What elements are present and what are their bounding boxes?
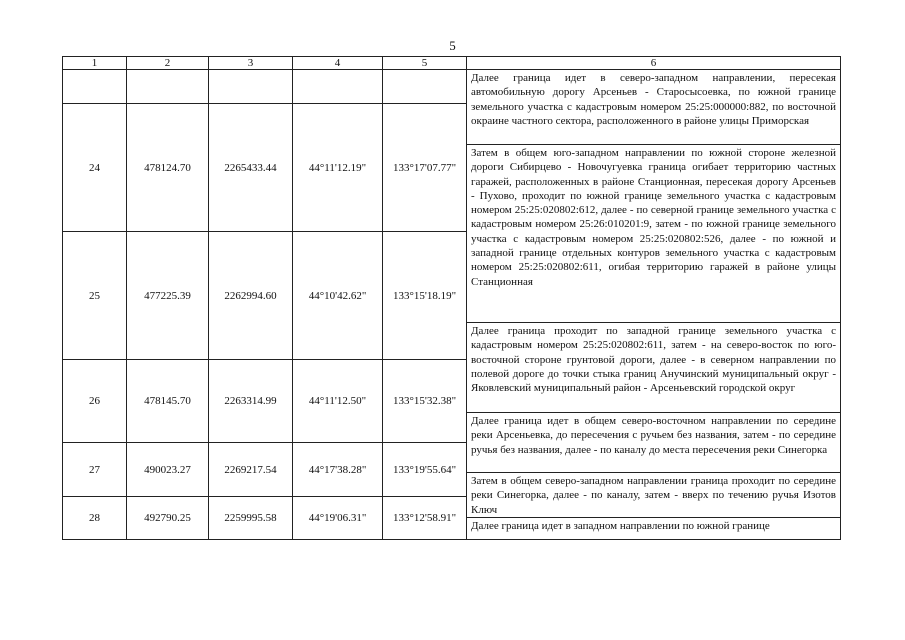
table-row: [63, 70, 841, 104]
header-col-5: 5: [383, 57, 467, 70]
longitude: 133°15'32.38": [383, 360, 467, 443]
boundary-description: Далее граница идет в северо-западном направлении, пересекая автомобильную дорогу Арсеньев - Старосысоевка, по южной границе земельного участка с кадастровым номером 25:25:000000:882, по восточной окраине частного сектора, расположенного в районе улицы Приморская: [467, 70, 840, 145]
longitude: [383, 70, 467, 104]
point-number: [63, 70, 127, 104]
point-number: 26: [63, 360, 127, 443]
longitude: 133°19'55.64": [383, 443, 467, 497]
x-coordinate: 477225.39: [127, 232, 209, 360]
latitude: [293, 70, 383, 104]
boundary-description: Затем в общем северо-западном направлении граница проходит по середине реки Синегорка, далее - по каналу, затем - вверх по течению ручья Изотов Ключ: [467, 473, 840, 518]
x-coordinate: 478145.70: [127, 360, 209, 443]
header-col-6: 6: [467, 57, 841, 70]
boundary-description: Далее граница проходит по западной границе земельного участка с кадастровым номером 25:25:020802:611, затем - на северо-восток по юго-восточной стороне грунтовой дороги, далее - в северном направлении по полевой дороге до точки стыка границ Анучинский муниципальный округ - Яковлевский муниципальный район - Арсеньевский городской округ: [467, 323, 840, 413]
boundary-description: Затем в общем юго-западном направлении по южной стороне железной дороги Сибирцево - Новочугуевка граница огибает территорию частных гаражей, расположенных в районе Станционная, пересекая дорогу Арсеньев - Пухово, проходит по южной границе земельного участка с кадастровым номером 25:25:020802:612, далее - по северной границе земельного участка с кадастровым номером 25:26:010201:9, затем - по южной границе земельного участка с кадастровым номером 25:25:020802:526, далее - по южной и западной границе отдельных контуров земельного участка с кадастровым номером 25:25:020802:611, огибая территорию гаражей в районе улицы Станционная: [467, 145, 840, 323]
latitude: 44°11'12.50": [293, 360, 383, 443]
latitude: 44°17'38.28": [293, 443, 383, 497]
latitude: 44°19'06.31": [293, 497, 383, 540]
header-col-4: 4: [293, 57, 383, 70]
y-coordinate: 2262994.60: [209, 232, 293, 360]
point-number: 27: [63, 443, 127, 497]
y-coordinate: 2263314.99: [209, 360, 293, 443]
x-coordinate: 478124.70: [127, 104, 209, 232]
point-number: 25: [63, 232, 127, 360]
header-col-1: 1: [63, 57, 127, 70]
y-coordinate: 2265433.44: [209, 104, 293, 232]
header-col-2: 2: [127, 57, 209, 70]
table-header-row: [63, 57, 841, 70]
x-coordinate: 492790.25: [127, 497, 209, 540]
x-coordinate: 490023.27: [127, 443, 209, 497]
latitude: 44°10'42.62": [293, 232, 383, 360]
boundary-description: Далее граница идет в западном направлении по южной границе: [471, 520, 770, 532]
page-number: 5: [449, 38, 456, 53]
boundary-coordinates-table: [62, 56, 841, 540]
latitude: 44°11'12.19": [293, 104, 383, 232]
boundary-description-cell: [467, 70, 841, 540]
y-coordinate: 2269217.54: [209, 443, 293, 497]
longitude: 133°15'18.19": [383, 232, 467, 360]
longitude: 133°12'58.91": [383, 497, 467, 540]
y-coordinate: 2259995.58: [209, 497, 293, 540]
header-col-3: 3: [209, 57, 293, 70]
point-number: 24: [63, 104, 127, 232]
boundary-description: Далее граница идет в общем северо-восточном направлении по середине реки Арсеньевка, до пересечения с ручьем без названия, затем - по середине ручья без названия, далее - по каналу до места пересечения реки Синегорка: [467, 413, 840, 473]
y-coordinate: [209, 70, 293, 104]
longitude: 133°17'07.77": [383, 104, 467, 232]
x-coordinate: [127, 70, 209, 104]
point-number: 28: [63, 497, 127, 540]
